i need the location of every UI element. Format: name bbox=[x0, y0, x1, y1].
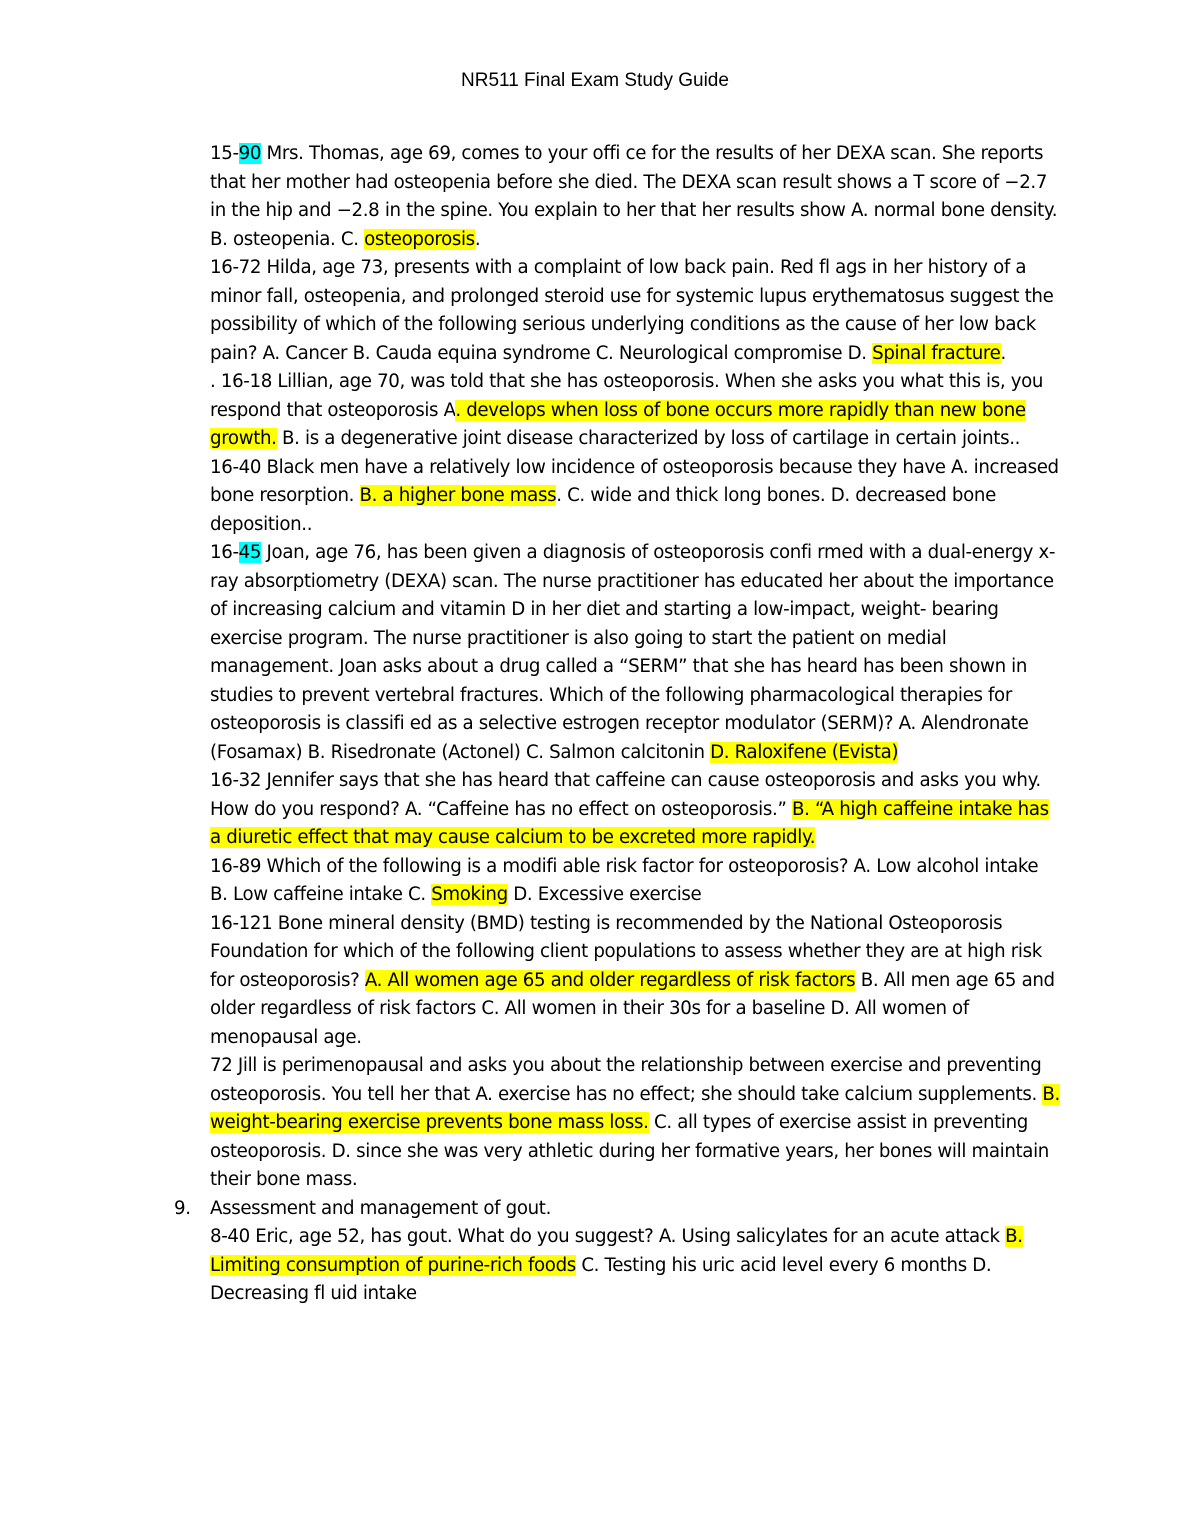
list-number: 9. bbox=[174, 1197, 191, 1219]
text-segment: C. all types of exercise assist in preventing osteoporosis. D. since she was very athletic during her formative years, her bones will maintain their bone mass. bbox=[210, 1112, 1049, 1190]
text-segment: 16-89 Which of the following is a modifi able risk factor for osteoporosis? A. Low alcohol intake B. Low caffeine intake C. bbox=[210, 855, 1039, 905]
question-paragraph bbox=[210, 454, 1060, 540]
highlighted-answer: D. Raloxifene (Evista) bbox=[710, 741, 899, 763]
text-segment: Mrs. Thomas, age 69, comes to your offi ce for the results of her DEXA scan. She reports that her mother had osteopenia before she died. The DEXA scan result shows a T score of −2.7 in the hip and −2.8 in the spine. You explain to her that her results show A. normal bone density. B. osteopenia. C. bbox=[210, 143, 1058, 250]
text-segment: . bbox=[474, 228, 481, 250]
highlighted-answer: B. Limiting consumption of purine-rich foods bbox=[210, 1226, 1023, 1276]
text-segment: C. Testing his uric acid level every 6 months D. Decreasing fl uid intake bbox=[210, 1254, 992, 1304]
list-item-title: Assessment and management of gout. bbox=[210, 1197, 552, 1219]
text-segment: . bbox=[1000, 342, 1006, 364]
text-segment: 16-32 Jennifer says that she has heard that caffeine can cause osteoporosis and asks you why. How do you respond? A. “Caffeine has no effect on osteoporosis.” bbox=[210, 770, 1041, 820]
highlighted-answer: Smoking bbox=[431, 884, 508, 905]
question-paragraph bbox=[210, 254, 1060, 368]
highlighted-answer: . develops when loss of bone occurs more rapidly than new bone growth. bbox=[210, 399, 1026, 449]
highlighted-answer: A. All women age 65 and older regardless of risk factors bbox=[364, 969, 856, 991]
text-segment: 16- bbox=[210, 542, 239, 563]
page-header bbox=[0, 70, 1190, 92]
text-segment: 15- bbox=[210, 143, 239, 164]
text-segment: . C. wide and thick long bones. D. decreased bone deposition.. bbox=[210, 485, 996, 535]
question-paragraph bbox=[210, 767, 1060, 853]
text-segment: 16-121 Bone mineral density (BMD) testing is recommended by the National Osteoporosis Foundation for which of the following client populations to assess whether they are at high risk for osteoporosis? bbox=[210, 912, 1042, 991]
highlighted-number: 90 bbox=[238, 143, 262, 164]
question-paragraph bbox=[210, 368, 1060, 454]
text-segment: B. is a degenerative joint disease characterized by loss of cartilage in certain joints.. bbox=[276, 428, 1021, 449]
highlighted-answer: B. “A high caffeine intake has a diuretic effect that may cause calcium to be excreted more rapidly. bbox=[210, 798, 1049, 848]
document-body bbox=[174, 140, 1060, 1309]
question-list bbox=[210, 140, 1060, 1195]
question-paragraph bbox=[210, 539, 1060, 767]
text-segment: 8-40 Eric, age 52, has gout. What do you suggest? A. Using salicylates for an acute attack bbox=[210, 1226, 1006, 1247]
header-title: NR511 Final Exam Study Guide bbox=[461, 70, 729, 91]
text-segment: . 16-18 Lillian, age 70, was told that she has osteoporosis. When she asks you what this is, you respond that osteoporosis A bbox=[210, 371, 1044, 421]
highlighted-number: 45 bbox=[238, 542, 262, 563]
highlighted-answer: osteoporosis bbox=[364, 228, 475, 250]
highlighted-answer: Spinal fracture bbox=[872, 342, 1001, 364]
text-segment: 16-72 Hilda, age 73, presents with a complaint of low back pain. Red fl ags in her history of a minor fall, osteopenia, and prolonged steroid use for systemic lupus erythematosus suggest the possibility of which of the following serious underlying conditions as the cause of her low back pain? A. Cancer B. Cauda equina syndrome C. Neurological compromise D. bbox=[210, 257, 1054, 364]
list-item-gout bbox=[174, 1195, 1060, 1309]
question-paragraph bbox=[210, 853, 1060, 910]
text-segment: D. Excessive exercise bbox=[507, 884, 702, 905]
question-paragraph bbox=[210, 910, 1060, 1053]
text-segment: 72 Jill is perimenopausal and asks you about the relationship between exercise and preventing osteoporosis. You tell her that A. exercise has no effect; she should take calcium supplements. bbox=[210, 1055, 1043, 1105]
text-segment: 16-40 Black men have a relatively low incidence of osteoporosis because they have A. increased bone resorption. bbox=[210, 456, 1059, 506]
highlighted-answer: B. weight-bearing exercise prevents bone mass loss. bbox=[210, 1083, 1060, 1133]
text-segment: Joan, age 76, has been given a diagnosis of osteoporosis confi rmed with a dual-energy x- ray absorptiometry (DEXA) scan. The nurse practitioner has educated her about the importance of increasing calcium and vitamin D in her diet and starting a low-impact, weight- bearing exercise program. The nurse practitioner is also going to start the patient on medial management. Joan asks about a drug called a “SERM” that she has heard has been shown in studies to prevent vertebral fractures. Which of the following pharmacological therapies for osteoporosis is classifi ed as a selective estrogen receptor modulator (SERM)? A. Alendronate (Fosamax) B. Risedronate (Actonel) C. Salmon calcitonin bbox=[210, 542, 1056, 763]
question-paragraph bbox=[210, 1223, 1060, 1309]
text-segment: B. All men age 65 and older regardless of risk factors C. All women in their 30s for a baseline D. All women of menopausal age. bbox=[210, 969, 1055, 1048]
highlighted-answer: B. a higher bone mass bbox=[359, 485, 557, 506]
question-paragraph bbox=[210, 1052, 1060, 1195]
question-paragraph bbox=[210, 140, 1060, 254]
